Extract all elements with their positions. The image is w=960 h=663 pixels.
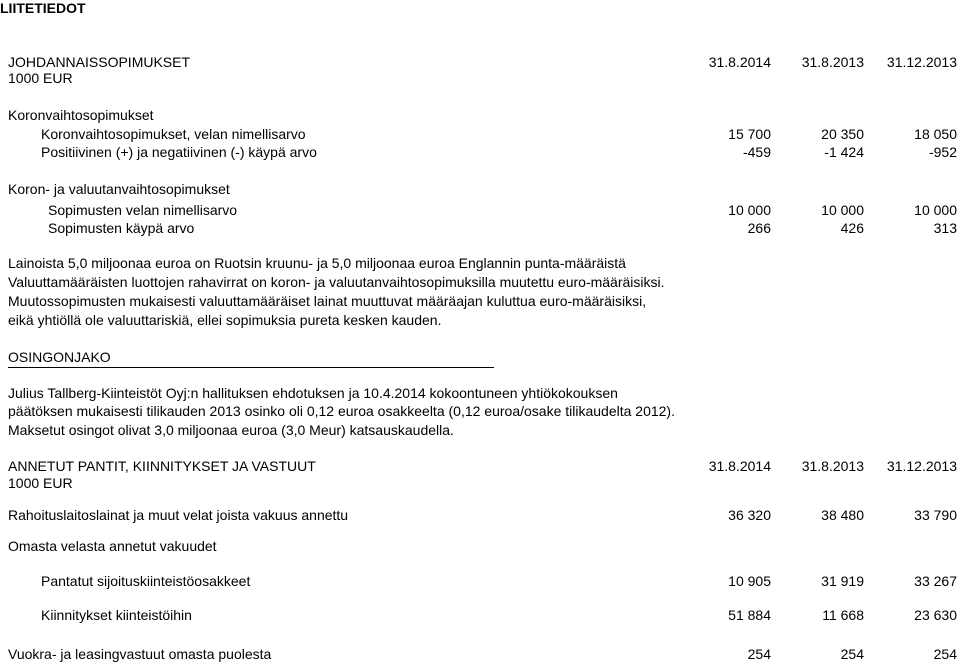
note-line: Lainoista 5,0 miljoonaa euroa on Ruotsin kruunu- ja 5,0 miljoonaa euroa Englannin punta-määräistä xyxy=(8,255,626,271)
derivatives-col-3: 31.12.2013 xyxy=(886,54,957,70)
row-value: 10 000 xyxy=(821,202,864,218)
row-value: 254 xyxy=(747,646,771,662)
derivatives-unit: 1000 EUR xyxy=(8,70,73,86)
pledges-col-1: 31.8.2014 xyxy=(708,458,771,474)
row-value: -952 xyxy=(928,144,957,160)
row-value: 23 630 xyxy=(914,607,957,623)
row-label: Vuokra- ja leasingvastuut omasta puolesta xyxy=(8,646,272,662)
row-value: 20 350 xyxy=(821,126,864,142)
row-value: 38 480 xyxy=(821,507,864,523)
row-label: Pantatut sijoituskiinteistöosakkeet xyxy=(41,573,251,589)
row-value: 266 xyxy=(747,220,771,236)
row-value: 10 905 xyxy=(728,573,771,589)
note-line: eikä yhtiöllä ole valuuttariskiä, ellei sopimuksia pureta kesken kauden. xyxy=(8,312,442,328)
row-value: 31 919 xyxy=(821,573,864,589)
note-line: Valuuttamääräisten luottojen rahavirrat on koron- ja valuutanvaihtosopimuksilla muutettu euro-määräisiksi. xyxy=(8,274,665,290)
row-value: 15 700 xyxy=(728,126,771,142)
own-debt-title: Omasta velasta annetut vakuudet xyxy=(8,538,217,554)
row-label: Sopimusten velan nimellisarvo xyxy=(48,202,238,218)
dividends-heading: OSINGONJAKO xyxy=(8,349,111,365)
pledges-col-3: 31.12.2013 xyxy=(886,458,957,474)
row-label: Rahoituslaitoslainat ja muut velat joista vakuus annettu xyxy=(8,507,349,523)
row-label: Positiivinen (+) ja negatiivinen (-) käypä arvo xyxy=(41,144,317,160)
derivatives-col-1: 31.8.2014 xyxy=(708,54,771,70)
row-value: 10 000 xyxy=(728,202,771,218)
dividends-line: Julius Tallberg-Kiinteistöt Oyj:n hallituksen ehdotuksen ja 10.4.2014 kokoontuneen yhtiökokouksen xyxy=(8,385,618,401)
row-value: 33 267 xyxy=(914,573,957,589)
currency-swaps-title: Koron- ja valuutanvaihtosopimukset xyxy=(8,181,230,197)
row-value: 11 668 xyxy=(822,607,864,623)
row-value: 51 884 xyxy=(728,607,771,623)
pledges-col-2: 31.8.2013 xyxy=(801,458,864,474)
row-value: 426 xyxy=(840,220,864,236)
row-value: 18 050 xyxy=(914,126,957,142)
pledges-unit: 1000 EUR xyxy=(8,475,73,491)
dividends-heading-underline xyxy=(8,367,494,368)
interest-swaps-title: Koronvaihtosopimukset xyxy=(8,107,154,123)
dividends-line: Maksetut osingot olivat 3,0 miljoonaa euroa (3,0 Meur) katsauskaudella. xyxy=(8,422,454,438)
page-title: LIITETIEDOT xyxy=(0,0,86,16)
row-value: -459 xyxy=(742,144,771,160)
row-value: 254 xyxy=(840,646,864,662)
row-value: 254 xyxy=(933,646,957,662)
dividends-line: päätöksen mukaisesti tilikauden 2013 osinko oli 0,12 euroa osakkeelta (0,12 euroa/osake tilikaudelta 2012). xyxy=(8,403,675,419)
note-line: Muutossopimusten mukaisesti valuuttamääräiset lainat muuttuvat määräajan kuluttua euro-määräisiksi, xyxy=(8,293,647,309)
derivatives-heading: JOHDANNAISSOPIMUKSET xyxy=(8,54,191,70)
pledges-heading: ANNETUT PANTIT, KIINNITYKSET JA VASTUUT xyxy=(8,458,316,474)
row-label: Kiinnitykset kiinteistöihin xyxy=(41,607,192,623)
row-value: 36 320 xyxy=(728,507,771,523)
row-label: Koronvaihtosopimukset, velan nimellisarvo xyxy=(41,126,306,142)
row-label: Sopimusten käypä arvo xyxy=(48,220,195,236)
row-value: 10 000 xyxy=(914,202,957,218)
derivatives-col-2: 31.8.2013 xyxy=(801,54,864,70)
row-value: -1 424 xyxy=(824,144,864,160)
row-value: 313 xyxy=(933,220,957,236)
row-value: 33 790 xyxy=(914,507,957,523)
